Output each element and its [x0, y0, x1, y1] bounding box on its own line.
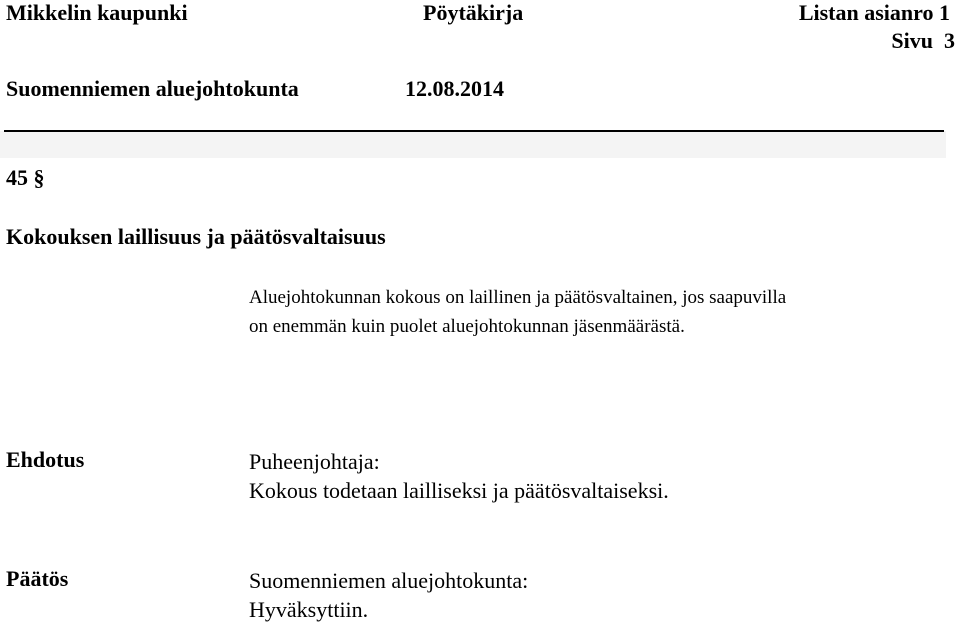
page-number: Sivu 3 [891, 28, 955, 53]
header-divider [4, 130, 944, 132]
section-number: 45 § [6, 165, 45, 190]
section-paragraph [249, 283, 949, 341]
decision-line: Suomenniemen aluejohtokunta: [249, 568, 529, 593]
governing-body: Suomenniemen aluejohtokunta [6, 76, 299, 101]
section-title: Kokouksen laillisuus ja päätösvaltaisuus [6, 224, 386, 249]
document-type: Pöytäkirja [423, 0, 524, 25]
paragraph-line: on enemmän kuin puolet aluejohtokunnan jäsenmäärästä. [249, 316, 685, 337]
header-rule-band [0, 131, 946, 158]
list-item-number: Listan asianro 1 [798, 0, 950, 25]
proposal-line: Puheenjohtaja: [249, 449, 380, 474]
proposal-label: Ehdotus [6, 447, 85, 472]
proposal-line: Kokous todetaan lailliseksi ja päätösvaltaiseksi. [249, 478, 669, 503]
organization-name: Mikkelin kaupunki [6, 0, 188, 25]
decision-line: Hyväksyttiin. [249, 597, 369, 622]
paragraph-line: Aluejohtokunnan kokous on laillinen ja päätösvaltainen, jos saapuvilla [249, 287, 787, 308]
decision-label: Päätös [6, 566, 69, 591]
meeting-date: 12.08.2014 [405, 76, 504, 101]
